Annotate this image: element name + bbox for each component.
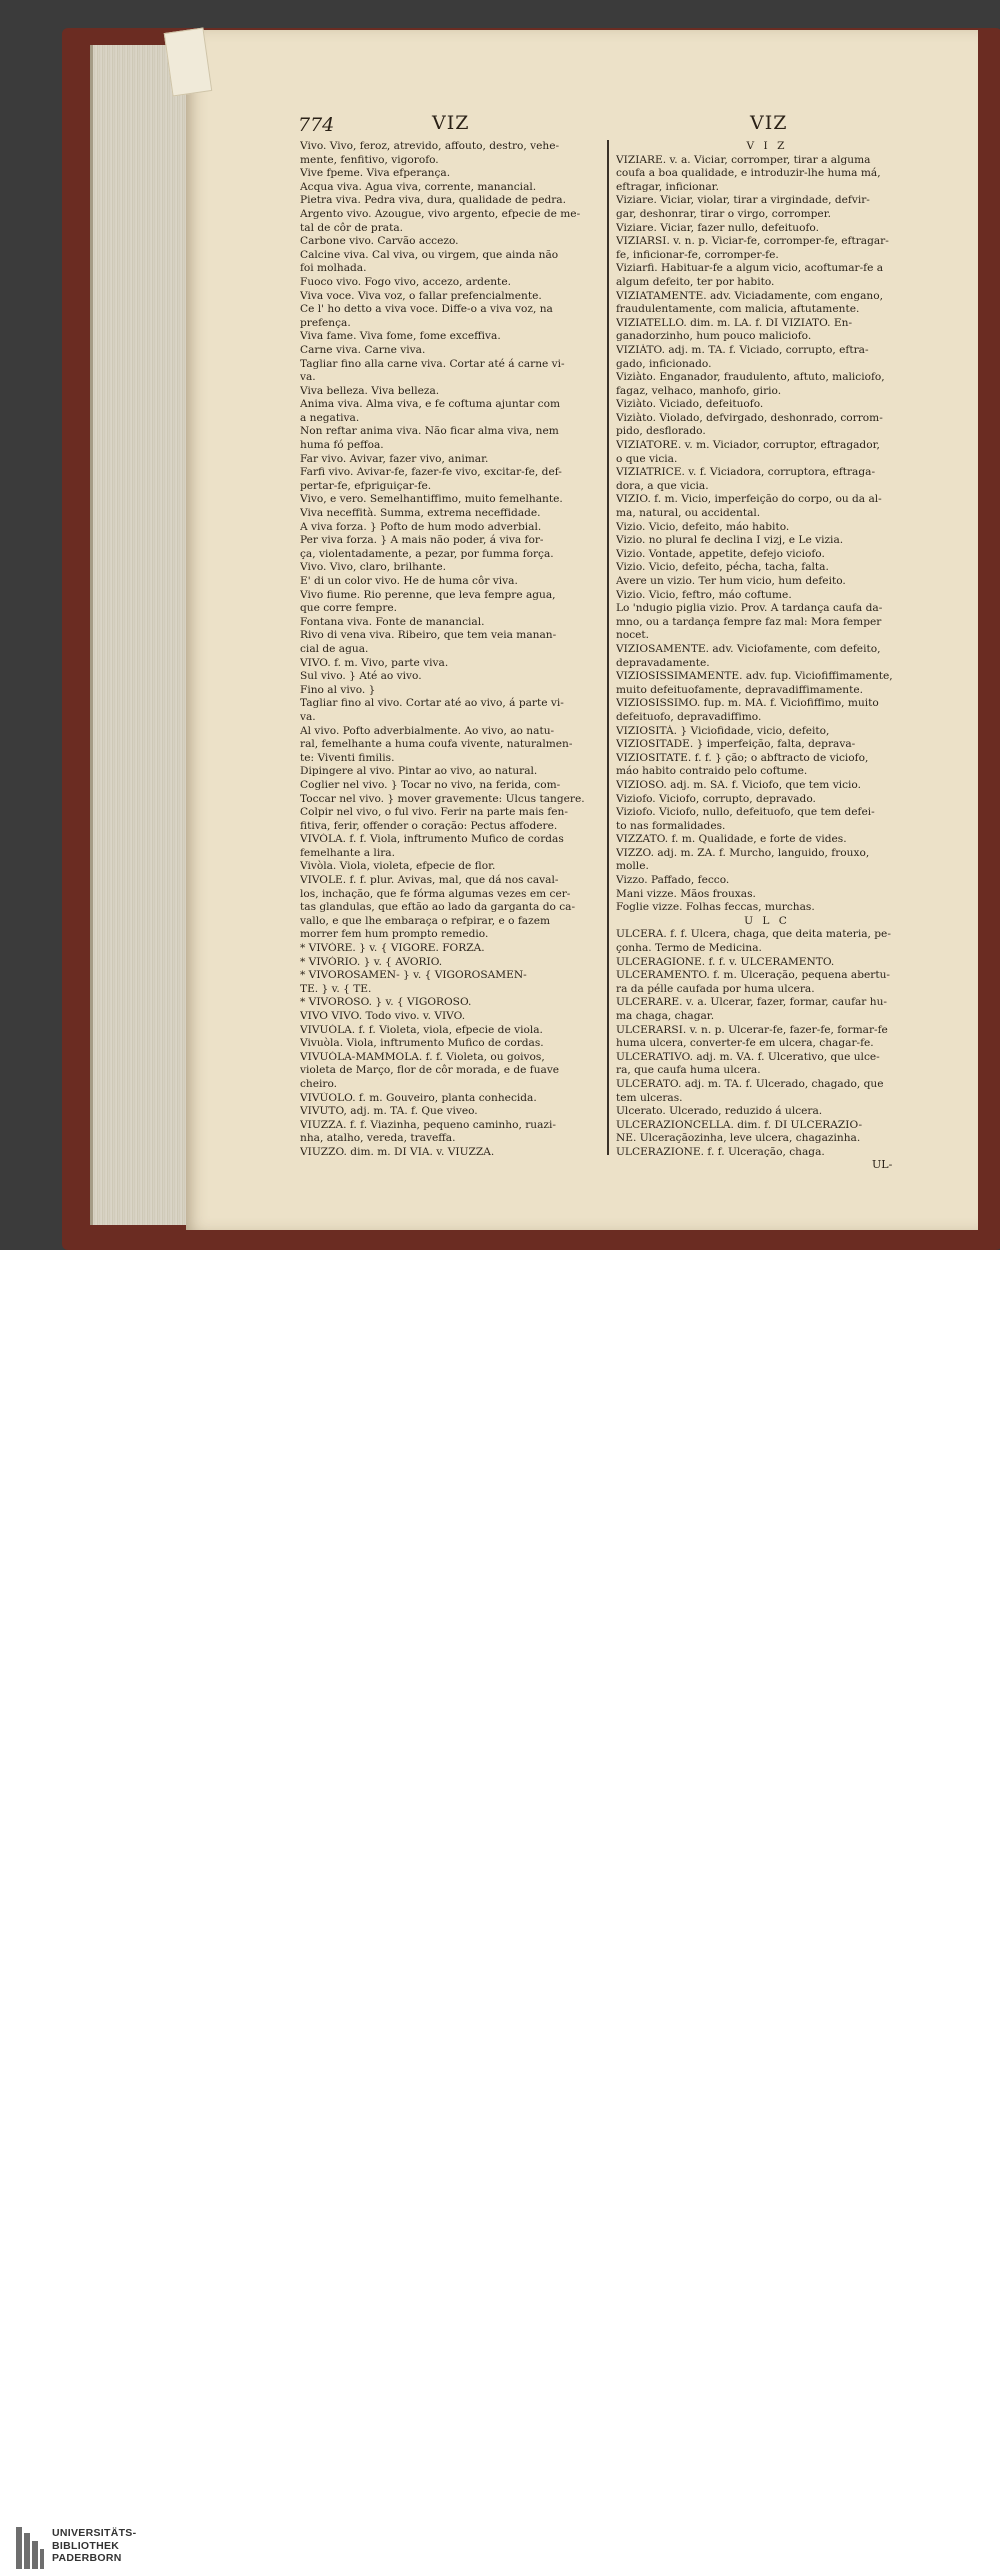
catchword: UL- — [872, 1158, 893, 1171]
text-line: Viziofo. Viciofo, corrupto, depravado. — [616, 792, 816, 805]
text-line: Anima viva. Alma viva, e fe coftuma ajuntar com — [300, 398, 561, 411]
text-line: los, inchação, que fe fórma algumas vezes em cer- — [300, 887, 571, 900]
text-line: VIUZZA. f. f. Viazinha, pequeno caminho, ruazi- — [300, 1118, 556, 1131]
logo-line: BIBLIOTHEK — [52, 2539, 120, 2552]
text-line: to nas formalidades. — [616, 819, 726, 832]
text-line: tem ulceras. — [616, 1091, 683, 1104]
text-line: TE. } v. { TE. — [300, 982, 372, 995]
text-line: Coglier nel vivo. } Tocar no vivo, na ferida, com- — [300, 778, 561, 791]
text-line: ULCERAZIONCELLA. dim. f. DI ULCERAZIO- — [616, 1118, 863, 1131]
text-line: VIZIOSISSIMAMENTE. adv. fup. Viciofiffimamente, — [616, 670, 893, 683]
text-line: cheiro. — [300, 1077, 338, 1090]
text-line: ULCERATIVO. adj. m. VA. f. Ulcerativo, que ulce- — [616, 1050, 880, 1063]
text-line: huma ulcera, converter-fe em ulcera, chagar-fe. — [616, 1037, 874, 1050]
text-line: V I Z — [746, 140, 788, 152]
text-line: VIZIATELLO. dim. m. LA. f. DI VIZIATO. En- — [616, 316, 853, 329]
text-line: Colpir nel vivo, o ful vivo. Ferir na parte mais fen- — [300, 806, 568, 819]
text-line: Viziare. Viciar, fazer nullo, defeituofo. — [616, 221, 819, 234]
text-line: VIZIOSITADE. } imperfeição, falta, deprava- — [616, 738, 856, 751]
text-line: ULCERAMENTO. f. m. Ulceração, pequena abertu- — [616, 969, 890, 982]
text-line: VIZIOSAMENTE. adv. Viciofamente, com defeito, — [616, 642, 881, 655]
text-line: VIZIO. f. m. Vicio, imperfeição do corpo, ou da al- — [616, 493, 882, 506]
text-line: VIVO VIVO. Todo vivo. v. VIVO. — [300, 1010, 466, 1022]
text-line: VIZZO. adj. m. ZA. f. Murcho, languido, frouxo, — [616, 846, 870, 859]
text-line: Dipingere al vivo. Pintar ao vivo, ao natural. — [300, 765, 538, 778]
text-line: a negativa. — [300, 411, 360, 424]
text-line: * VIVOROSO. } v. { VIGOROSO. — [300, 996, 472, 1009]
text-line: vallo, e que lhe embaraça o refpirar, e o fazem — [300, 914, 551, 927]
text-line: Calcine viva. Cal viva, ou virgem, que ainda não — [300, 248, 559, 261]
text-line: Viziàto. Viciado, defeituofo. — [616, 398, 764, 411]
text-line: va. — [300, 710, 316, 723]
text-line: Carbone vivo. Carvão accezo. — [300, 235, 459, 248]
text-line: * VIVOROSAMEN- } v. { VIGOROSAMEN- — [300, 969, 527, 982]
text-line: A viva forza. } Pofto de hum modo adverbial. — [300, 520, 542, 533]
text-line: Avere un vizio. Ter hum vicio, hum defeito. — [616, 575, 846, 587]
text-line: va. — [300, 371, 316, 384]
text-line: Vizzo. Paffado, fecco. — [616, 874, 730, 887]
text-line: Vizio. no plural fe declina I vizj, e Le vizia. — [616, 534, 844, 547]
footer — [0, 1250, 1000, 2564]
text-line: VIZIATORE. v. m. Viciador, corruptor, eftragador, — [616, 439, 880, 452]
text-line: VIVUÒLA-MAMMOLA. f. f. Violeta, ou goivos, — [300, 1050, 545, 1063]
text-line: Tagliar fino al vivo. Cortar até ao vivo, á parte vi- — [300, 697, 564, 710]
left-column — [300, 140, 600, 1160]
text-line: Fino al vivo. } — [300, 683, 376, 696]
text-line: prefença. — [300, 316, 351, 329]
column-divider — [607, 140, 609, 1155]
text-line: tal de côr de prata. — [300, 221, 404, 234]
text-line: ULCERAGIONE. f. f. v. ULCERAMENTO. — [616, 955, 835, 968]
text-line: ULCERAZIONE. f. f. Ulceração, chaga. — [616, 1145, 825, 1158]
page-edges — [90, 45, 189, 1225]
text-line: mente, fenfitivo, vigorofo. — [300, 153, 439, 166]
text-line: femelhante a lira. — [300, 846, 395, 859]
text-line: Fuoco vivo. Fogo vivo, accezo, ardente. — [300, 275, 511, 288]
text-line: Rivo di vena viva. Ribeiro, que tem veia manan- — [300, 629, 557, 642]
text-line: VIZIOSO. adj. m. SA. f. Viciofo, que tem vicio. — [616, 778, 861, 791]
text-line: Viziare. Viciar, violar, tirar a virgindade, defvir- — [616, 194, 870, 207]
text-line: Viziàto. Violado, defvirgado, deshonrado, corrom- — [616, 411, 883, 424]
library-logo-text — [52, 2527, 136, 2565]
text-line: foi molhada. — [300, 262, 367, 275]
text-line: Viva belleza. Viva belleza. — [300, 384, 440, 397]
text-line: muito defeituofamente, depravadiffimamente. — [616, 683, 863, 696]
text-line: Carne viva. Carne viva. — [300, 343, 426, 356]
text-line: Vivo, e vero. Semelhantiffimo, muito femelhante. — [300, 493, 563, 506]
text-line: VIVÙOLO. f. m. Gouveiro, planta conhecida. — [300, 1091, 537, 1104]
text-line: VIZZATO. f. m. Qualidade, e forte de vides. — [616, 833, 847, 846]
text-line: pido, desflorado. — [616, 425, 706, 438]
text-line: * VIVÒRIO. } v. { AVORIO. — [300, 955, 443, 968]
text-line: Foglie vizze. Folhas feccas, murchas. — [616, 901, 815, 914]
text-line: pertar-fe, efpriguiçar-fe. — [300, 479, 432, 492]
text-line: Vivuòla. Viola, inftrumento Mufico de cordas. — [300, 1037, 544, 1050]
text-line: Vivo. Vivo, claro, brilhante. — [300, 561, 447, 574]
text-line: U L C — [744, 914, 790, 927]
text-line: máo habito contraido pelo coftume. — [616, 765, 808, 778]
text-line: ULCERARSI. v. n. p. Ulcerar-fe, fazer-fe, formar-fe — [616, 1023, 888, 1036]
text-line: mno, ou a tardança fempre faz mal: Mora femper — [616, 615, 882, 628]
text-line: VIZIÀTO. adj. m. TA. f. Viciado, corrupto, eftra- — [616, 343, 869, 356]
text-line: ganadorzinho, hum pouco maliciofo. — [616, 330, 812, 343]
text-line: dora, a que vicia. — [616, 479, 709, 492]
text-line: Ulcerato. Ulcerado, reduzido á ulcera. — [616, 1105, 823, 1118]
text-line: VIZIOSITÀ. } Viciofidade, vicio, defeito, — [616, 724, 830, 737]
text-line: VIZIARSI. v. n. p. Viciar-fe, corromper-fe, eftragar- — [616, 235, 889, 248]
text-line: violeta de Março, flor de côr morada, e de fuave — [300, 1064, 560, 1077]
text-line: Viziarfi. Habituar-fe a algum vicio, acoftumar-fe a — [616, 262, 884, 275]
text-line: eftragar, inficionar. — [616, 180, 719, 193]
text-line: * VIVÒRE. } v. { VIGORE. FORZA. — [300, 942, 485, 955]
text-line: tas glandulas, que eftão ao lado da garganta do ca- — [300, 901, 576, 914]
text-line: Vizio. Vicio, feftro, máo coftume. — [616, 588, 792, 601]
text-line: gar, deshonrar, tirar o virgo, corromper. — [616, 207, 831, 220]
text-line: ça, violentadamente, a pezar, por fumma força. — [300, 547, 554, 560]
text-line: çonha. Termo de Medicina. — [616, 942, 762, 955]
text-line: que corre fempre. — [300, 602, 398, 615]
text-line: Lo 'ndugio piglia vizio. Prov. A tardança caufa da- — [616, 602, 883, 615]
text-line: VIVUÒLA. f. f. Violeta, viola, efpecie de viola. — [300, 1023, 543, 1036]
text-line: Viva voce. Viva voz, o fallar prefencialmente. — [300, 289, 542, 302]
text-line: ra da pélle caufada por huma ulcera. — [616, 982, 815, 995]
right-column — [616, 140, 918, 1160]
text-line: ULCERA. f. f. Ulcera, chaga, que deita materia, pe- — [616, 928, 891, 941]
text-line: Viva fame. Viva fome, fome exceffiva. — [300, 330, 501, 343]
text-line: depravadamente. — [616, 656, 710, 669]
running-header-right: VIZ — [750, 112, 788, 134]
text-line: VIZIOSISSIMO. fup. m. MA. f. Viciofiffimo, muito — [616, 697, 879, 710]
text-line: Vizio. Vicio, defeito, máo habito. — [616, 520, 790, 533]
text-line: nocet. — [616, 629, 650, 642]
text-line: VIZIATAMENTE. adv. Viciadamente, com engano, — [616, 289, 883, 302]
text-line: VIVUTO, adj. m. TA. f. Que viveo. — [300, 1105, 478, 1118]
text-line: o que vicia. — [616, 452, 678, 465]
text-line: Al vivo. Pofto adverbialmente. Ao vivo, ao natu- — [300, 724, 555, 737]
text-line: Viziofo. Viciofo, nullo, defeituofo, que tem defei- — [616, 806, 875, 819]
text-line: ral, femelhante a huma coufa vivente, naturalmen- — [300, 738, 573, 751]
text-line: coufa a boa qualidade, e introduzir-lhe huma má, — [616, 167, 881, 180]
text-line: te: Viventi fimilis. — [300, 751, 395, 764]
text-line: Mani vizze. Mãos frouxas. — [616, 887, 756, 900]
text-line: gado, inficionado. — [616, 357, 712, 370]
text-line: Viva neceffità. Summa, extrema neceffidade. — [300, 507, 541, 520]
logo-line: UNIVERSITÄTS- — [52, 2527, 137, 2539]
text-line: defeituofo, depravadiffimo. — [616, 710, 762, 723]
text-line: nha, atalho, vereda, traveffa. — [300, 1132, 456, 1145]
text-line: molle. — [616, 860, 649, 873]
text-line: Vivòla. Viola, violeta, efpecie de flor. — [300, 860, 496, 873]
text-line: Pietra viva. Pedra viva, dura, qualidade de pedra. — [300, 194, 566, 207]
text-line: Vizio. Vontade, appetite, defejo viciofo. — [616, 547, 825, 560]
text-line: ULCERATO. adj. m. TA. f. Ulcerado, chagado, que — [616, 1077, 884, 1090]
text-line: VIZIARE. v. a. Viciar, corromper, tirar a alguma — [616, 153, 871, 166]
text-line: Fontana viva. Fonte de manancial. — [300, 615, 485, 628]
text-line: Sul vivo. } Até ao vivo. — [300, 670, 422, 683]
text-line: ra, que caufa huma ulcera. — [616, 1064, 761, 1077]
text-line: VIVÒLA. f. f. Viola, inftrumento Mufico de cordas — [300, 833, 564, 846]
text-line: fe, inficionar-fe, corromper-fe. — [616, 248, 779, 261]
text-line: ma, natural, ou accidental. — [616, 507, 761, 520]
text-line: VIZIATRICE. v. f. Viciadora, corruptora, eftraga- — [616, 466, 876, 479]
text-line: Tagliar fino alla carne viva. Cortar até á carne vi- — [300, 357, 565, 370]
text-line: Vizio. Vicio, defeito, pécha, tacha, falta. — [616, 561, 829, 574]
text-line: ULCERARE. v. a. Ulcerar, fazer, formar, caufar hu- — [616, 996, 887, 1009]
text-line: E' di un color vivo. He de huma côr viva. — [300, 575, 518, 587]
text-line: Non reftar anima viva. Não ficar alma viva, nem — [300, 425, 559, 438]
text-line: Farfi vivo. Avivar-fe, fazer-fe vivo, excitar-fe, def- — [300, 466, 562, 479]
text-line: Viziàto. Enganador, fraudulento, aftuto, maliciofo, — [616, 371, 885, 384]
page-number: 774 — [298, 114, 335, 136]
text-line: fitiva, ferir, offender o coração: Pectus affodere. — [300, 819, 558, 832]
text-line: VIVOLE. f. f. plur. Avivas, mal, que dá nos caval- — [300, 874, 559, 887]
running-header-left: VIZ — [432, 112, 470, 134]
text-line: NE. Ulceraçãozinha, leve ulcera, chagazinha. — [616, 1132, 861, 1145]
text-line: VIUZZO. dim. m. DI VIA. v. VIUZZA. — [300, 1145, 495, 1158]
text-line: Ce l' ho detto a viva voce. Diffe-o a viva voz, na — [300, 303, 553, 316]
text-line: VIZIOSITATE. f. f. } ção; o abftracto de viciofo, — [616, 751, 869, 764]
text-line: algum defeito, ter por habito. — [616, 275, 775, 288]
text-line: Per viva forza. } A mais não poder, á viva for- — [300, 534, 544, 547]
book-scan — [0, 0, 1000, 1250]
library-logo-icon — [16, 2527, 44, 2569]
text-line: Vive fpeme. Viva efperança. — [300, 167, 451, 180]
text-line: cial de agua. — [300, 642, 369, 655]
logo-line: PADERBORN — [52, 2552, 122, 2564]
text-line: Toccar nel vivo. } mover gravemente: Ulcus tangere. — [300, 792, 585, 805]
text-line: ma chaga, chagar. — [616, 1010, 715, 1022]
text-line: Acqua viva. Agua viva, corrente, manancial. — [300, 180, 537, 193]
text-line: Vivo fiume. Rio perenne, que leva fempre agua, — [300, 588, 556, 601]
text-line: fagaz, velhaco, manhofo, girio. — [616, 384, 782, 397]
text-line: fraudulentamente, com malicia, aftutamente. — [616, 303, 860, 316]
text-line: huma fó peffoa. — [300, 439, 384, 452]
text-line: VIVO. f. m. Vivo, parte viva. — [300, 656, 449, 669]
text-line: Far vivo. Avivar, fazer vivo, animar. — [300, 452, 489, 465]
text-line: Argento vivo. Azougue, vivo argento, efpecie de me- — [300, 207, 581, 220]
text-line: morrer fem hum prompto remedio. — [300, 928, 489, 941]
text-line: Vivo. Vivo, feroz, atrevido, affouto, destro, vehe- — [300, 140, 560, 152]
